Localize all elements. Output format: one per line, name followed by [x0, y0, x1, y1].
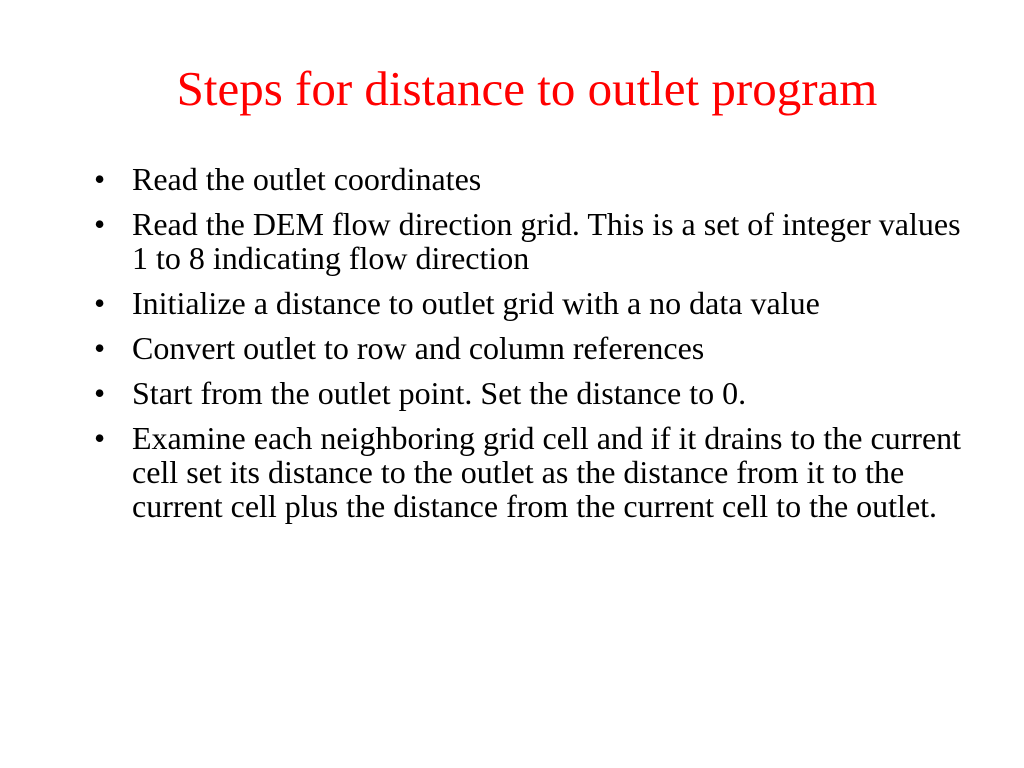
bullet-text: Convert outlet to row and column references	[132, 330, 705, 366]
bullet-marker: •	[94, 161, 106, 197]
bullet-text: Read the DEM flow direction grid. This is a set of integer values 1 to 8 indicating flow direction	[132, 206, 961, 276]
bullet-item-2	[94, 207, 974, 275]
bullet-item-3	[94, 286, 974, 320]
bullet-text: Read the outlet coordinates	[132, 161, 482, 197]
bullet-marker: •	[94, 375, 106, 411]
bullet-marker: •	[94, 330, 106, 366]
bullet-item-5	[94, 376, 974, 410]
bullet-marker: •	[94, 285, 106, 321]
bullet-list	[94, 162, 974, 534]
bullet-text: Examine each neighboring grid cell and if it drains to the current cell set its distance to the outlet as the distance from it to the current cell plus the distance from the current cell to the outlet.	[132, 420, 962, 524]
bullet-marker: •	[94, 206, 106, 242]
bullet-item-6	[94, 421, 974, 523]
bullet-text: Start from the outlet point. Set the distance to 0.	[132, 375, 747, 411]
bullet-marker: •	[94, 420, 106, 456]
bullet-item-4	[94, 331, 974, 365]
bullet-text: Initialize a distance to outlet grid with a no data value	[132, 285, 820, 321]
bullet-item-1	[94, 162, 974, 196]
slide-title: Steps for distance to outlet program	[176, 61, 878, 116]
